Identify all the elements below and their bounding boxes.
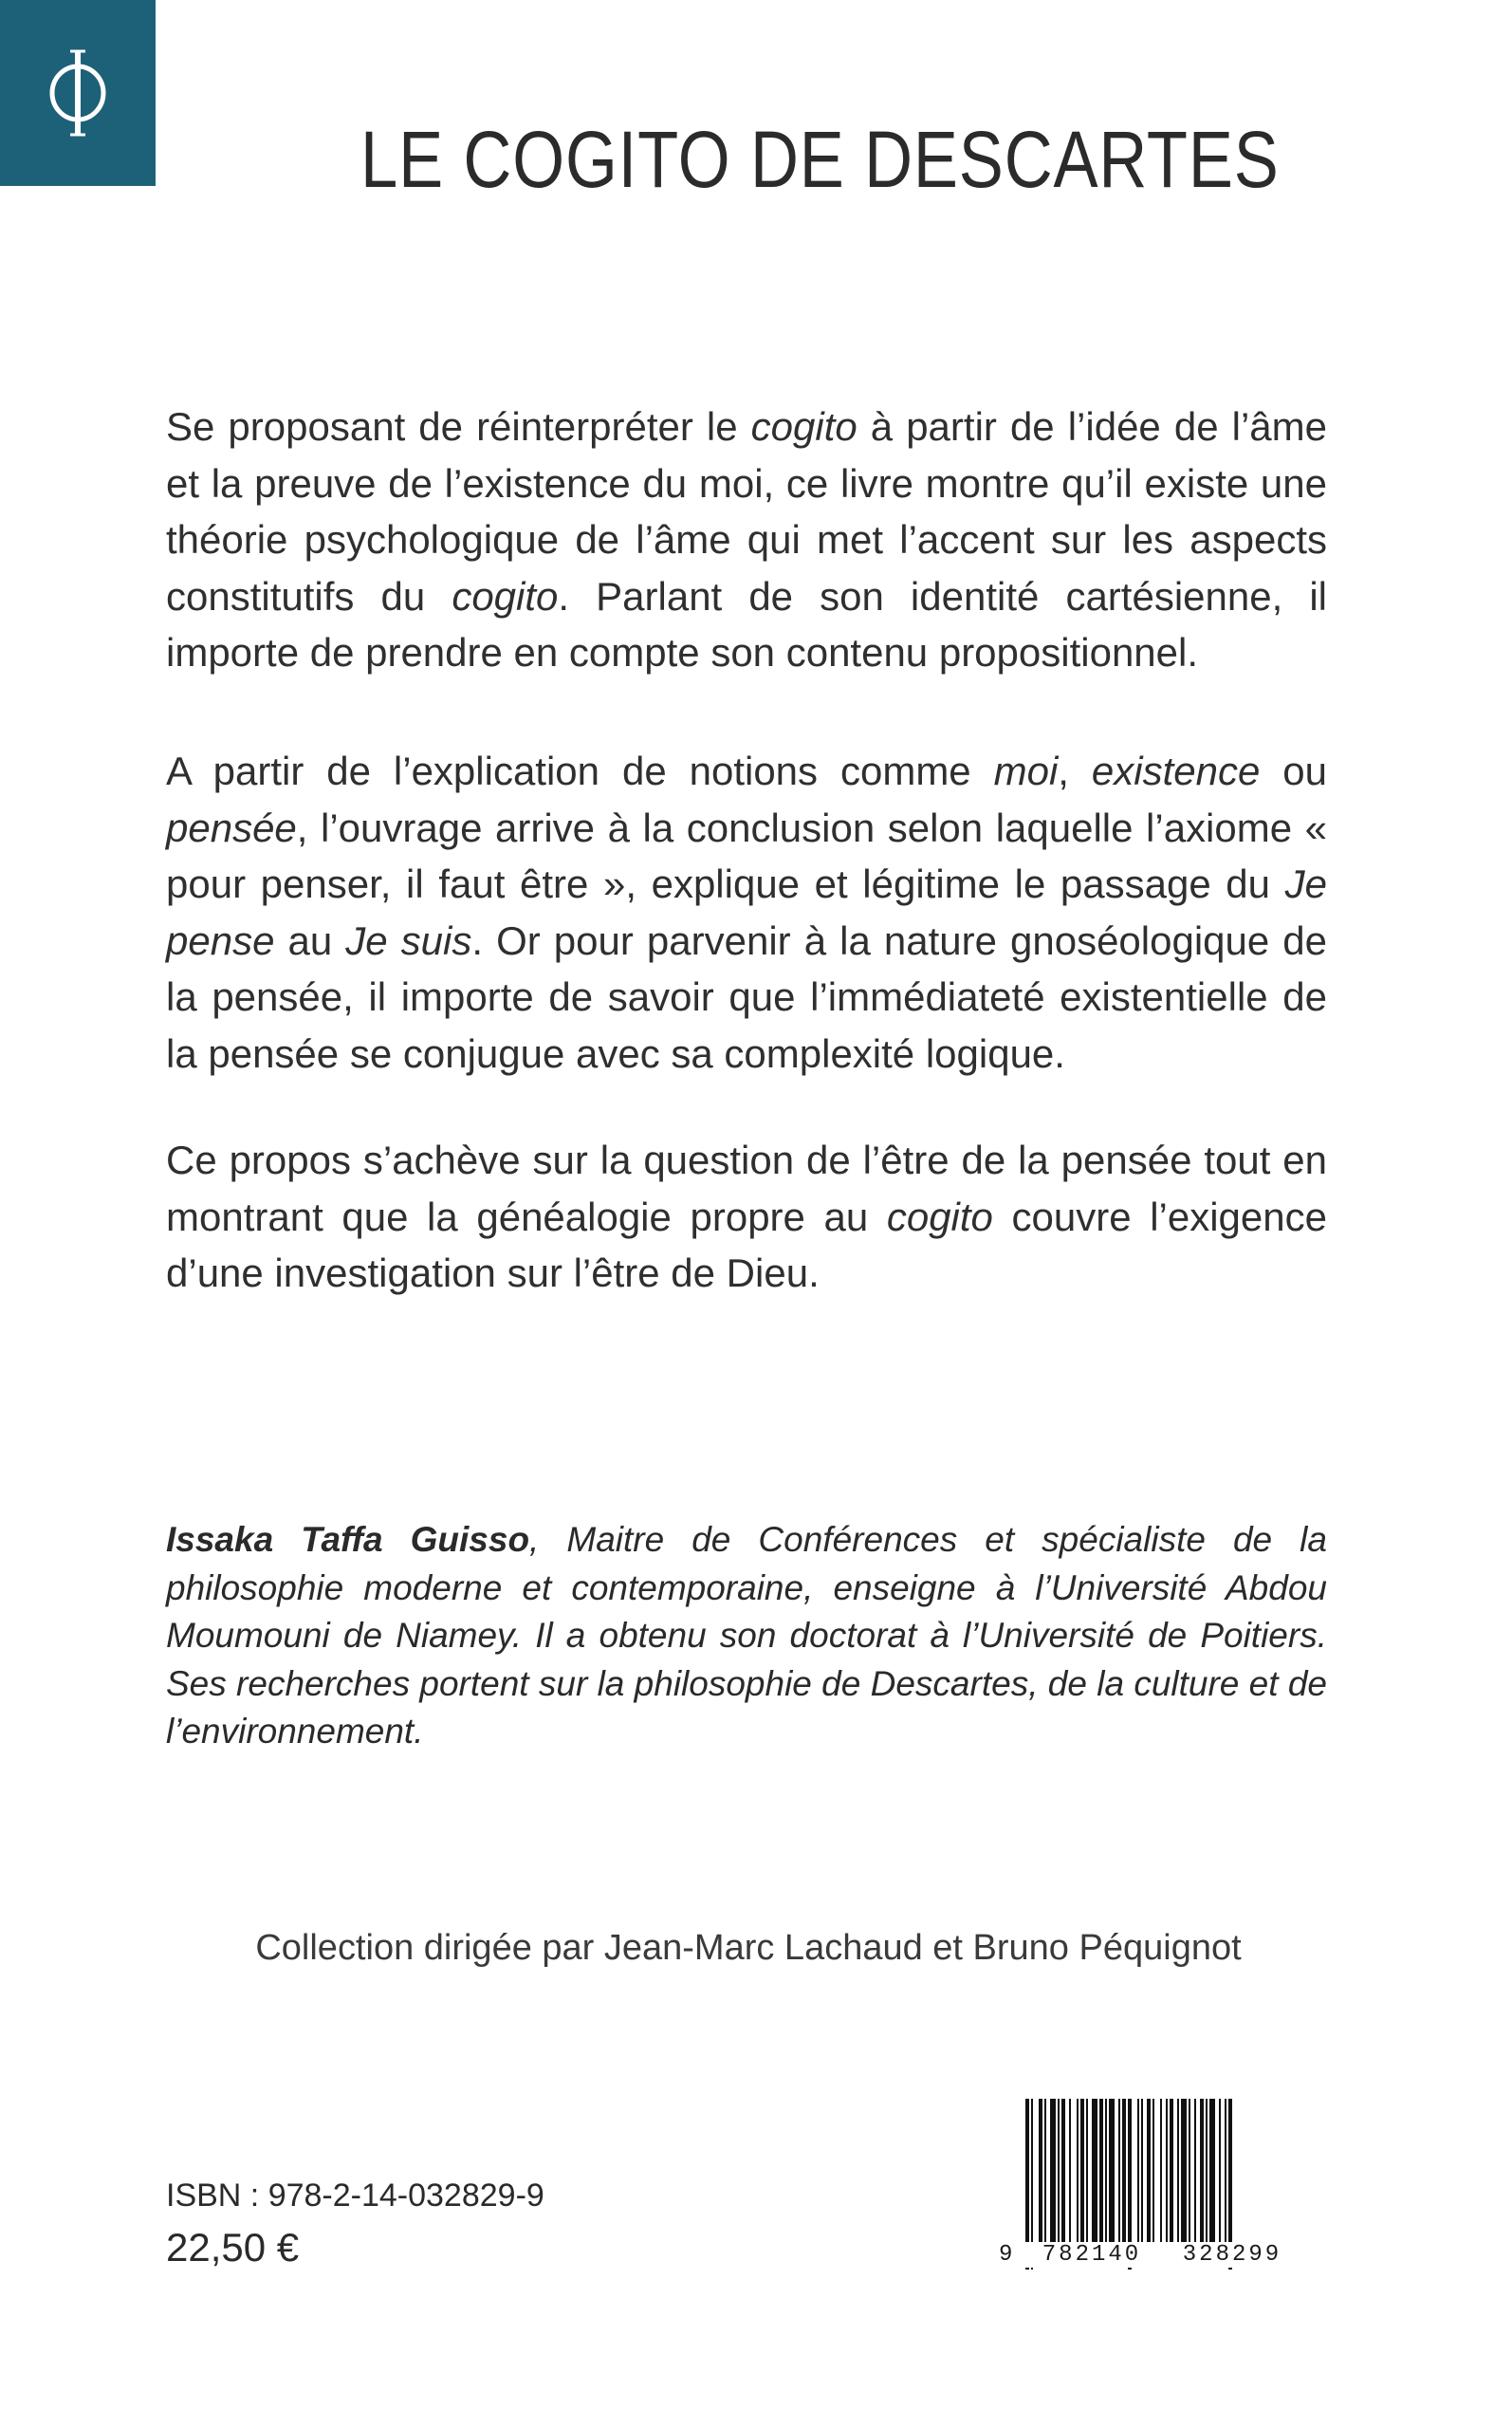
barcode-bar [1177,2099,1179,2255]
barcode-bar [1077,2099,1079,2255]
summary-paragraph-2: A partir de l’explication de notions comme moi, existence ou pensée, l’ouvrage arrive à la conclusion selon laquelle l’axiome « pour penser, il faut être », explique et légitime le passage du Je pense au Je suis. Or pour parvenir à la nature gnoséologique de la pensée, il importe de savoir que l’immédiateté existentielle de la pensée se conjugue avec sa complexité logique. [166,749,1328,1076]
barcode-bar [1181,2099,1187,2255]
publisher-logo [0,0,156,186]
barcode-group-2: 328299 [1162,2242,1302,2268]
barcode-bar [1189,2099,1190,2255]
collection-editors: Collection dirigée par Jean-Marc Lachaud et Bruno Péquignot [255,1928,1242,1968]
barcode-bar [1206,2099,1208,2255]
barcode-bar [1086,2099,1088,2255]
barcode-bar [1105,2099,1107,2255]
summary-paragraph-3: Ce propos s’achève sur la question de l’être de la pensée tout en montrant que la généalogie propre au cogito couvre l’exigence d’une investigation sur l’être de Dieu. [166,1138,1327,1295]
barcode-bar [1061,2099,1065,2255]
barcode-bar [1209,2099,1215,2255]
barcode-bar [1160,2099,1162,2255]
barcode-bar [1194,2099,1196,2255]
barcode-bar [1058,2099,1060,2255]
barcode-bar [1109,2099,1115,2255]
barcode-bar [1147,2099,1151,2255]
summary-paragraph-1: Se proposant de réinterpréter le cogito à partir de l’idée de l’âme et la preuve de l’existence du moi, ce livre montre qu’il existe une théorie psychologique de l’âme qui met l’accent sur les aspects constitutifs du cogito. Parlant de son identité cartésienne, il importe de prendre en compte son contenu propositionnel. [166,404,1328,675]
barcode-bar [1080,2099,1084,2255]
barcode-bar [1039,2099,1042,2255]
barcode-bar [1118,2099,1120,2255]
author-bio: Issaka Taffa Guisso, Maitre de Conférences et spécialiste de la philosophie moderne et contemporaine, enseigne à l’Université Abdou Moumouni de Niamey. Il a obtenu son doctorat à l’Université de Poitiers. Ses recherches portent sur la philosophie de Descartes, de la culture et de l’environnement. [166,1520,1327,1751]
barcode-bar [1166,2099,1168,2255]
barcode-bar [1099,2099,1103,2255]
barcode-bar [1170,2099,1173,2255]
author-name: Issaka Taffa Guisso [166,1520,530,1559]
phi-icon [40,41,116,145]
barcode-bar [1044,2099,1046,2255]
barcode-first-digit: 9 [999,2242,1022,2268]
barcode-group-1: 782140 [1022,2242,1162,2268]
barcode-bar [1122,2099,1126,2255]
barcode-bar [1137,2099,1139,2255]
barcode-bar [1225,2099,1226,2255]
barcode-bar [1152,2099,1154,2255]
book-title: LE COGITO DE DESCARTES [360,115,1280,204]
barcode-bar [1200,2099,1204,2255]
barcode-bar [1069,2099,1071,2255]
price: 22,50 € [166,2225,300,2270]
barcode-bar [1219,2099,1221,2255]
barcode-bar [1141,2099,1143,2255]
barcode-number [999,2242,1312,2268]
isbn: ISBN : 978-2-14-032829-9 [166,2177,544,2214]
barcode-bar [1092,2099,1097,2255]
barcode-bar [1050,2099,1056,2255]
